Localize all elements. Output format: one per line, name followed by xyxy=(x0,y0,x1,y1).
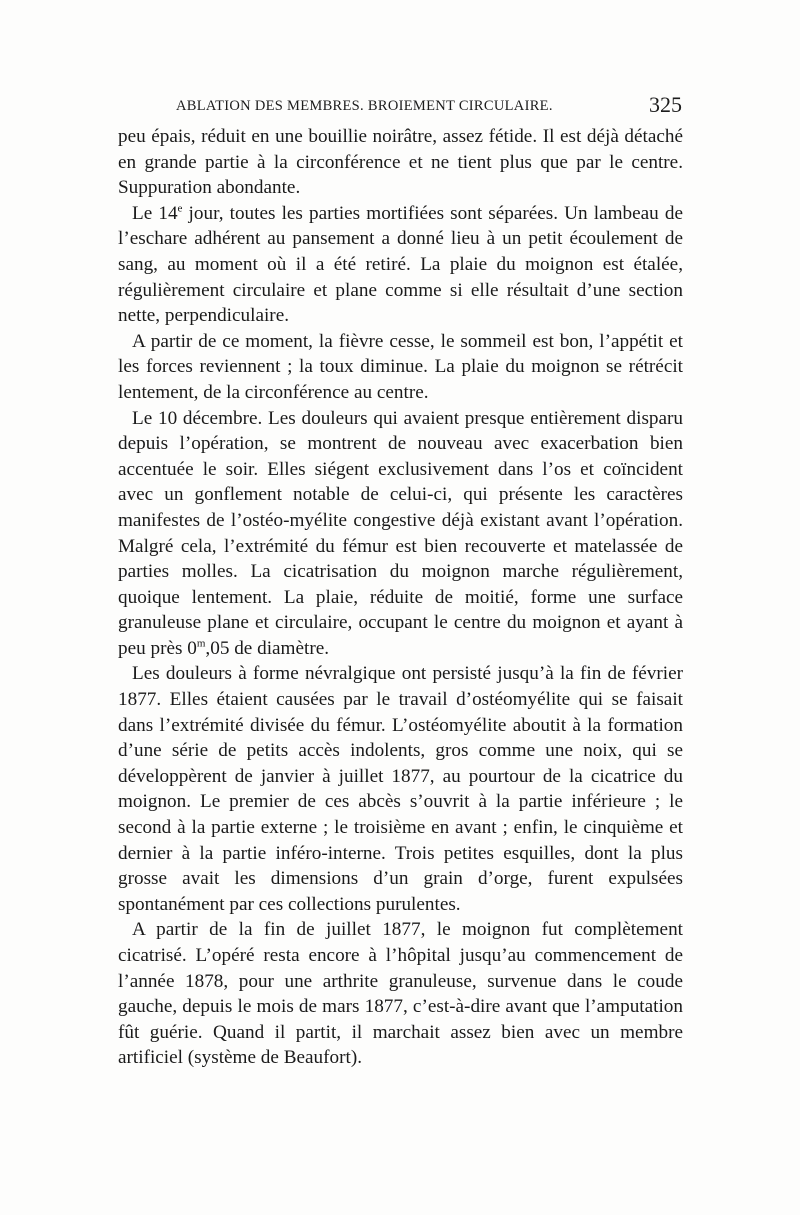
paragraph-5: Les douleurs à forme névralgique ont persisté jusqu’à la fin de février 1877. Elles étaient causées par le travail d’ostéomyélite qui se faisait dans l’extrémité divisée du fémur. L’ostéomyélite aboutit à la formation d’une série de petits accès indolents, gros comme une noix, qui se développèrent de janvier à juillet 1877, au pourtour de la cicatrice du moignon. Le premier de ces abcès s’ouvrit à la partie inférieure ; le second à la partie externe ; le troisième en avant ; enfin, le cinquième et dernier à la partie inféro-interne. Trois petites esquilles, dont la plus grosse avait les dimensions d’un grain d’orge, furent expulsées spontanément par ces collections purulentes. xyxy=(118,663,683,915)
paragraph-6: A partir de la fin de juillet 1877, le moignon fut complètement cicatrisé. L’opéré resta encore à l’hôpital jusqu’au commencement de l’année 1878, pour une arthrite granuleuse, survenue dans le coude gauche, depuis le mois de mars 1877, c’est-à-dire avant que l’amputation fût guérie. Quand il partit, il marchait assez bien avec un membre artificiel (système de Beaufort). xyxy=(118,919,683,1069)
paragraph-2-rest: jour, toutes les parties mortifiées sont séparées. Un lambeau de l’eschare adhérent au pansement a donné lieu à un petit écoulement de sang, au moment où il a été retiré. La plaie du moignon est étalée, régulièrement circulaire et plane comme si elle résultait d’une section nette, perpendiculaire. xyxy=(118,202,683,327)
ordinal-superscript: e xyxy=(177,202,183,215)
body-text xyxy=(118,124,683,1071)
meter-superscript: m xyxy=(196,637,206,650)
paragraph-4-rest: ,05 de diamètre. xyxy=(205,637,330,659)
paragraph-4 xyxy=(118,406,683,662)
paragraph-2 xyxy=(118,201,683,329)
paragraph-4-start: Le 10 décembre. Les douleurs qui avaient presque entièrement disparu depuis l’opération, se montrent de nouveau avec exacerbation bien accentuée le soir. Elles siégent exclusivement dans l’os et coïncident avec un gonflement notable de celui-ci, qui présente les caractères manifestes de l’ostéo-myélite congestive déjà existant avant l’opération. Malgré cela, l’extrémité du fémur est bien recouverte et matelassée de parties molles. La cicatrisation du moignon marche régulièrement, quoique lentement. La plaie, réduite de moitié, forme une surface granuleuse plane et circulaire, occupant le centre du moignon et ayant à peu près 0 xyxy=(118,407,683,659)
running-title: ABLATION DES MEMBRES. BROIEMENT CIRCULAIRE. xyxy=(176,98,553,114)
page-number: 325 xyxy=(649,92,682,117)
paragraph-1: peu épais, réduit en une bouillie noirâtre, assez fétide. Il est déjà détaché en grande partie à la circonférence et ne tient plus que par le centre. Suppuration abondante. xyxy=(118,126,683,199)
page-header xyxy=(118,92,682,118)
paragraph-3: A partir de ce moment, la fièvre cesse, le sommeil est bon, l’appétit et les forces reviennent ; la toux diminue. La plaie du moignon se rétrécit lentement, de la circonférence au centre. xyxy=(118,330,683,403)
paragraph-2-start: Le 14 xyxy=(132,202,178,224)
